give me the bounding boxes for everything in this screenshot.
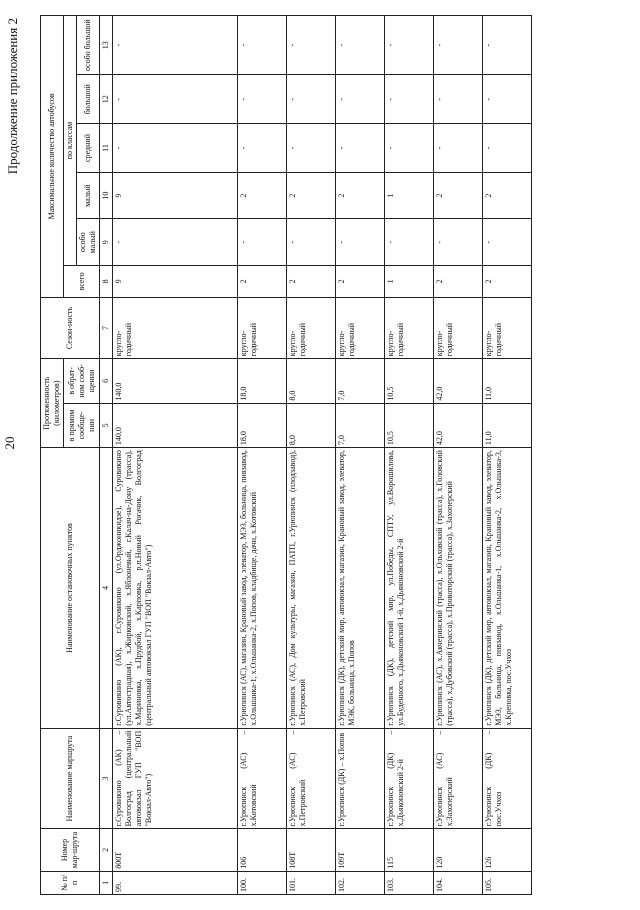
cell-forward: 10,5: [385, 403, 434, 447]
cell-small: 2: [238, 172, 287, 219]
cell-season: кругло-годичный: [385, 297, 434, 358]
cell-forward: 18,0: [238, 403, 287, 447]
header-season: Сезон-ность: [41, 297, 100, 358]
cell-stops: г.Урюпинск (АС), магазин, Крановый завод, элеватор, МЭЗ, больница, пивзавод, х.Ольшанка-1, х.Ольшанка-2, х.Попов, кладбище, дачи, х.Котовский: [238, 448, 287, 729]
cell-very-small: -: [385, 219, 434, 266]
cell-num: 100.: [238, 871, 287, 894]
table-row: [113, 16, 238, 895]
cell-backward: 7,0: [336, 359, 385, 403]
cell-route-number: 800Т: [113, 829, 238, 871]
cell-medium: -: [113, 124, 238, 173]
cell-very-large: -: [434, 16, 483, 75]
cell-very-small: -: [113, 219, 238, 266]
cell-total: 2: [434, 266, 483, 298]
cell-total: 2: [483, 266, 532, 298]
cell-route-name: г.Урюпинск (ДК) – пос.Учхоз: [483, 728, 532, 829]
cell-season: кругло-годичный: [113, 297, 238, 358]
header-very-large: особо большой: [77, 16, 100, 75]
header-very-small: особо малый: [77, 219, 100, 266]
header-stops: Наименование остановочных пунктов: [41, 448, 100, 729]
cell-very-small: -: [434, 219, 483, 266]
cell-small: 1: [385, 172, 434, 219]
table-row: [336, 16, 385, 895]
cell-season: кругло-годичный: [238, 297, 287, 358]
header-large: большой: [77, 75, 100, 124]
cell-forward: 7,0: [336, 403, 385, 447]
cell-medium: -: [483, 124, 532, 173]
cell-very-large: -: [113, 16, 238, 75]
cell-large: -: [483, 75, 532, 124]
cell-very-large: -: [336, 16, 385, 75]
cell-total: 2: [287, 266, 336, 298]
col-number: 10: [100, 172, 113, 219]
cell-season: кругло-годичный: [336, 297, 385, 358]
cell-backward: 10,5: [385, 359, 434, 403]
col-number: 4: [100, 448, 113, 729]
header-medium: средний: [77, 124, 100, 173]
cell-backward: 140,0: [113, 359, 238, 403]
header-forward: в прямом сообще-нии: [64, 403, 100, 447]
cell-very-large: -: [287, 16, 336, 75]
header-num: № п/п: [41, 871, 100, 894]
cell-route-number: 109Т: [336, 829, 385, 871]
cell-route-number: 120: [434, 829, 483, 871]
cell-very-small: -: [483, 219, 532, 266]
cell-route-number: 126: [483, 829, 532, 871]
table-row: [385, 16, 434, 895]
cell-route-name: г.Суровикино (АК) – Волгоград (центральный автовокзал ГУП "ВОП "Вокзал-Авто"): [113, 728, 238, 829]
cell-medium: -: [385, 124, 434, 173]
cell-large: -: [113, 75, 238, 124]
cell-stops: г.Урюпинск (ДК), детский мир, автовокзал, магазин, Крановый завод, элеватор, МЭЗ, больница, пивзавод, х.Ольшанка-1, х.Ольшанка-2, х.Ольшанка-3, х.Креповка, пос.Учхоз: [483, 448, 532, 729]
cell-num: 101.: [287, 871, 336, 894]
cell-medium: -: [336, 124, 385, 173]
cell-small: 9: [113, 172, 238, 219]
cell-num: 103.: [385, 871, 434, 894]
cell-total: 1: [385, 266, 434, 298]
cell-total: 9: [113, 266, 238, 298]
cell-stops: г.Суровикино (АК), г.Суровикино (ул.Орджоникидзе), Суровикино (ул.Автострадная), х.Жирковский, х.Яблоневый, г.Калач-на-Дону (трасса), х.Мариновка, х.Прудбой, х.Карповка, р.п.Новый Рогачик, Волгоград (центральный автовокзал ГУП "ВОП "Вокзал-Авто"): [113, 448, 238, 729]
col-number: 5: [100, 403, 113, 447]
table-row: [238, 16, 287, 895]
header-by-class: по классам: [64, 16, 77, 266]
cell-stops: г.Урюпинск (АС), х.Акчеринский (трасса), х.Ольховский (трасса), х.Головский (трасса), х.Дубовский (трасса), х.Провоторский (трасса), х.Захоперский: [434, 448, 483, 729]
cell-forward: 42,0: [434, 403, 483, 447]
col-number: 6: [100, 359, 113, 403]
cell-backward: 18,0: [238, 359, 287, 403]
cell-num: 102.: [336, 871, 385, 894]
col-number: 1: [100, 871, 113, 894]
cell-route-number: 108Т: [287, 829, 336, 871]
table-row: [483, 16, 532, 895]
header-route-number: Номер мар-шрута: [41, 829, 100, 871]
cell-route-name: г.Урюпинск (АС) – х.Захоперский: [434, 728, 483, 829]
header-length: Протяженность (километров): [41, 359, 64, 448]
cell-backward: 11,0: [483, 359, 532, 403]
cell-route-number: 106: [238, 829, 287, 871]
cell-stops: г.Урюпинск (ДК), детский мир, автовокзал, магазин, Крановый завод, элеватор, МЭК, больница, х.Попов: [336, 448, 385, 729]
cell-route-name: г.Урюпинск (АС) – х.Котовский: [238, 728, 287, 829]
header-total: всего: [64, 266, 100, 298]
routes-table: [40, 15, 532, 895]
col-number: 9: [100, 219, 113, 266]
cell-route-name: г.Урюпинск (ДК) – х.Попов: [336, 728, 385, 829]
cell-small: 2: [434, 172, 483, 219]
cell-total: 2: [336, 266, 385, 298]
col-number: 11: [100, 124, 113, 173]
cell-season: кругло-годичный: [483, 297, 532, 358]
col-number: 12: [100, 75, 113, 124]
header-small: малый: [77, 172, 100, 219]
cell-small: 2: [287, 172, 336, 219]
cell-medium: -: [434, 124, 483, 173]
cell-large: -: [238, 75, 287, 124]
page-number: 20: [2, 436, 17, 450]
cell-small: 2: [336, 172, 385, 219]
cell-backward: 8,0: [287, 359, 336, 403]
cell-very-small: -: [238, 219, 287, 266]
col-number: 3: [100, 728, 113, 829]
cell-season: кругло-годичный: [287, 297, 336, 358]
cell-large: -: [434, 75, 483, 124]
col-number: 13: [100, 16, 113, 75]
cell-large: -: [336, 75, 385, 124]
cell-num: 104.: [434, 871, 483, 894]
cell-route-number: 115: [385, 829, 434, 871]
cell-route-name: г.Урюпинск (ДК) – х.Дьяконовский 2-й: [385, 728, 434, 829]
cell-medium: -: [238, 124, 287, 173]
cell-stops: г.Урюпинск (АС), Дом культуры, магазин, ПАТП, г.Урюпинск (плодзавод), х.Петровский: [287, 448, 336, 729]
cell-small: 2: [483, 172, 532, 219]
col-number: 8: [100, 266, 113, 298]
cell-backward: 42,0: [434, 359, 483, 403]
cell-very-large: -: [483, 16, 532, 75]
cell-season: кругло-годичный: [434, 297, 483, 358]
cell-very-small: -: [336, 219, 385, 266]
cell-very-large: -: [385, 16, 434, 75]
cell-total: 2: [238, 266, 287, 298]
appendix-caption: Продолжение приложения 2: [5, 18, 20, 175]
cell-forward: 8,0: [287, 403, 336, 447]
cell-medium: -: [287, 124, 336, 173]
cell-num: 105.: [483, 871, 532, 894]
cell-large: -: [287, 75, 336, 124]
header-backward: в обрат-ном сооб-щении: [64, 359, 100, 403]
cell-forward: 140,0: [113, 403, 238, 447]
cell-very-small: -: [287, 219, 336, 266]
table-row: [434, 16, 483, 895]
cell-num: 99.: [113, 871, 238, 894]
cell-very-large: -: [238, 16, 287, 75]
column-number-row: [100, 16, 113, 895]
table-row: [287, 16, 336, 895]
cell-large: -: [385, 75, 434, 124]
cell-stops: г.Урюпинск (ДК), детский мир, ул.Победы, СПТУ, ул.Ворошилова, ул.Буденного, х.Дьяконовский 1-й, х.Дьяконовский 2-й: [385, 448, 434, 729]
cell-forward: 11,0: [483, 403, 532, 447]
cell-route-name: г.Урюпинск (АС) – х.Петровский: [287, 728, 336, 829]
col-number: 2: [100, 829, 113, 871]
header-max-buses: Максимальное количество автобусов: [41, 16, 64, 298]
header-route-name: Наименование маршрута: [41, 728, 100, 829]
col-number: 7: [100, 297, 113, 358]
